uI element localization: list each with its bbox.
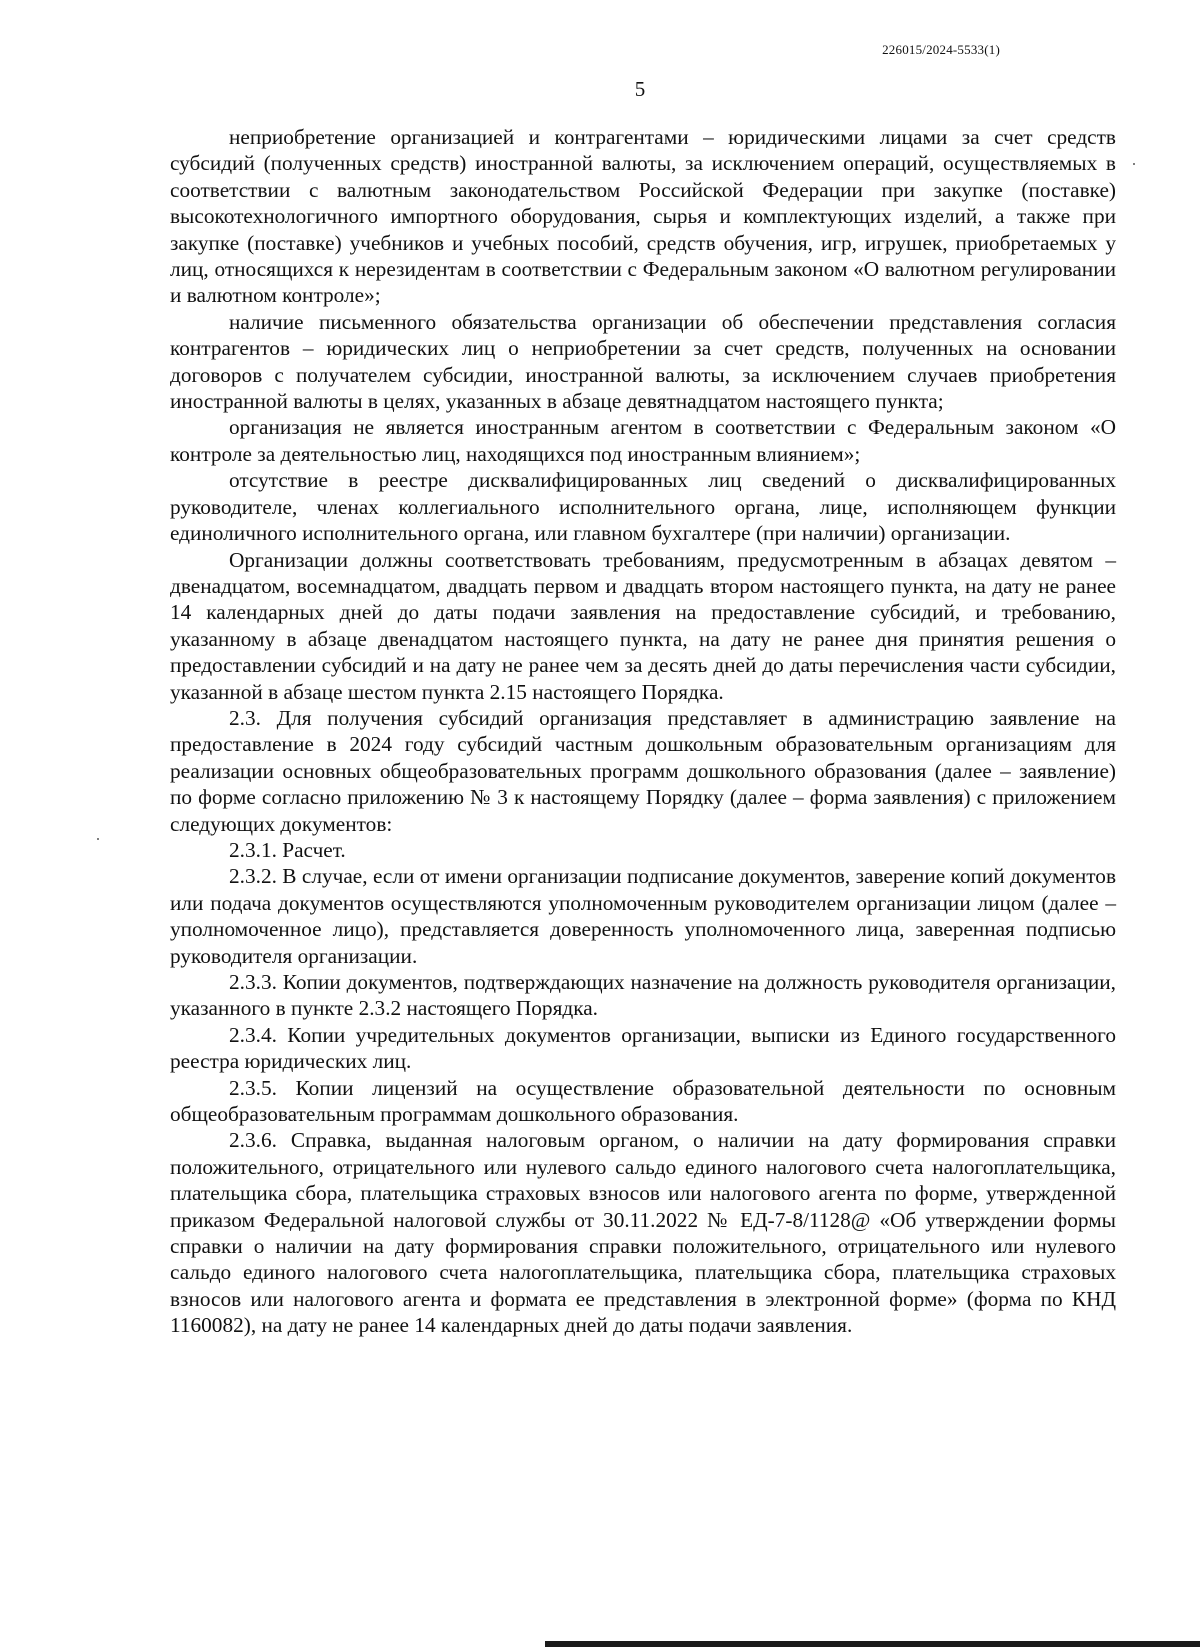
paragraph: 2.3.2. В случае, если от имени организации подписание документов, заверение копий документов или подача документов осуществляются уполномоченным руководителем организации лицом (далее – уполномоченное лицо), представляется доверенность уполномоченного лица, заверенная подписью руководителя организации. bbox=[170, 864, 1116, 968]
scan-edge-bar bbox=[545, 1641, 1200, 1647]
paragraph: 2.3.5. Копии лицензий на осуществление образовательной деятельности по основным общеобразовательным программам дошкольного образования. bbox=[170, 1075, 1116, 1127]
document-registration-number: 226015/2024-5533(1) bbox=[882, 42, 1000, 57]
paragraph: 2.3. Для получения субсидий организация представляет в администрацию заявление на предоставление в 2024 году субсидий частным дошкольным образовательным организациям для реализации основных общеобразовательных программ дошкольного образования (далее – заявление) по форме согласно приложению № 3 к настоящему Порядку (далее – форма заявления) с приложением следующих документов: bbox=[170, 705, 1116, 836]
page-number: 5 bbox=[634, 77, 646, 101]
paragraph: неприобретение организацией и контрагентами – юридическими лицами за счет средств субсидий (полученных средств) иностранной валюты, за исключением операций, осуществляемых в соответствии с валютным законодательством Российской Федерации при закупке (поставке) высокотехнологичного импортного оборудования, сырья и комплектующих изделий, а также при закупке (поставке) учебников и учебных пособий, средств обучения, игр, игрушек, приобретаемых у лиц, относящихся к нерезидентам в соответствии с Федеральным законом «О валютном регулировании и валютном контроле»; bbox=[170, 125, 1116, 308]
scan-speck bbox=[97, 838, 99, 840]
paragraph: наличие письменного обязательства организации об обеспечении представления согласия контрагентов – юридических лиц о неприобретении за счет средств, полученных на основании договоров с получателем субсидии, иностранной валюты, за исключением случаев приобретения иностранной валюты в целях, указанных в абзаце девятнадцатом настоящего пункта; bbox=[170, 309, 1116, 414]
scan-speck bbox=[1133, 163, 1135, 165]
paragraph: 2.3.6. Справка, выданная налоговым органом, о наличии на дату формирования справки положительного, отрицательного или нулевого сальдо единого налогового счета налогоплательщика, плательщика сбора, плательщика страховых взносов или налогового агента по форме, утвержденной приказом Федеральной налоговой службы от 30.11.2022 № ЕД-7-8/1128@ «Об утверждении формы справки о наличии на дату формирования справки положительного, отрицательного или нулевого сальдо единого налогового счета налогоплательщика, плательщика сбора, плательщика страховых взносов или налогового агента и формата ее представления в электронной форме» (форма по КНД 1160082), на дату не ранее 14 календарных дней до даты подачи заявления. bbox=[170, 1128, 1116, 1338]
paragraph: организация не является иностранным агентом в соответствии с Федеральным законом «О контроле за деятельностью лиц, находящихся под иностранным влиянием»; bbox=[170, 415, 1116, 466]
paragraph: 2.3.4. Копии учредительных документов организации, выписки из Единого государственного реестра юридических лиц. bbox=[170, 1022, 1116, 1074]
paragraph: 2.3.1. Расчет. bbox=[229, 837, 346, 862]
paragraph: 2.3.3. Копии документов, подтверждающих назначение на должность руководителя организации, указанного в пункте 2.3.2 настоящего Порядка. bbox=[170, 970, 1116, 1021]
paragraph: отсутствие в реестре дисквалифицированных лиц сведений о дисквалифицированных руководителе, членах коллегиального исполнительного органа, лице, исполняющем функции единоличного исполнительного органа, или главном бухгалтере (при наличии) организации. bbox=[170, 468, 1116, 546]
document-body bbox=[170, 124, 1116, 1339]
paragraph: Организации должны соответствовать требованиям, предусмотренным в абзацах девятом – двенадцатом, восемнадцатом, двадцать первом и двадцать втором настоящего пункта, на дату не ранее 14 календарных дней до даты подачи заявления на предоставление субсидий, и требованию, указанному в абзаце двенадцатом настоящего пункта, на дату не ранее дня принятия решения о предоставлении субсидий и на дату не ранее чем за десять дней до даты перечисления части субсидии, указанной в абзаце шестом пункта 2.15 настоящего Порядка. bbox=[170, 547, 1116, 704]
